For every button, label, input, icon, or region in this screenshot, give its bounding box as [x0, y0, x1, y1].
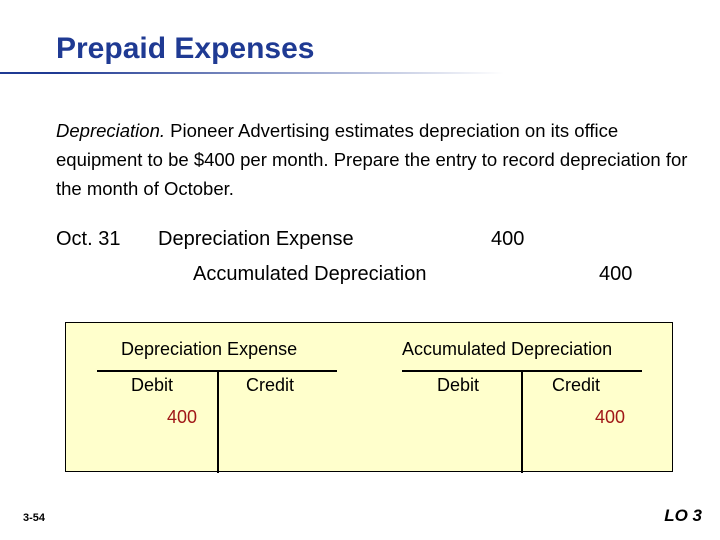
- t-account-credit-value: 400: [595, 407, 626, 427]
- entry-credit-account: Accumulated Depreciation: [193, 263, 427, 285]
- t-account-title: Depreciation Expense: [121, 339, 298, 359]
- entry-debit-amount: 400: [491, 228, 525, 250]
- t-account-stem: [217, 370, 219, 473]
- t-account-debit-label: Debit: [437, 375, 480, 395]
- entry-debit-account: Depreciation Expense: [158, 228, 354, 250]
- slide-title: Prepaid Expenses: [56, 32, 315, 65]
- title-underline: [0, 72, 720, 74]
- intro-lead: Depreciation.: [56, 120, 166, 141]
- entry-date: Oct. 31: [56, 228, 121, 250]
- entry-credit-amount: 400: [599, 263, 633, 285]
- intro-paragraph: [56, 116, 696, 203]
- t-accounts-panel: [65, 322, 673, 472]
- t-account-credit-label: Credit: [552, 375, 601, 395]
- t-account-title: Accumulated Depreciation: [402, 339, 613, 359]
- intro-text: Pioneer Advertising estimates depreciation on its office equipment to be $400 per month. Prepare the entry to record depreciation for the month of October.: [56, 120, 688, 199]
- learning-objective-label: LO 3: [664, 506, 702, 525]
- t-account-stem: [521, 370, 523, 473]
- slide-number: 3-54: [23, 512, 46, 524]
- t-account-debit-label: Debit: [131, 375, 174, 395]
- t-account-debit-value: 400: [167, 407, 198, 427]
- t-account-credit-label: Credit: [246, 375, 295, 395]
